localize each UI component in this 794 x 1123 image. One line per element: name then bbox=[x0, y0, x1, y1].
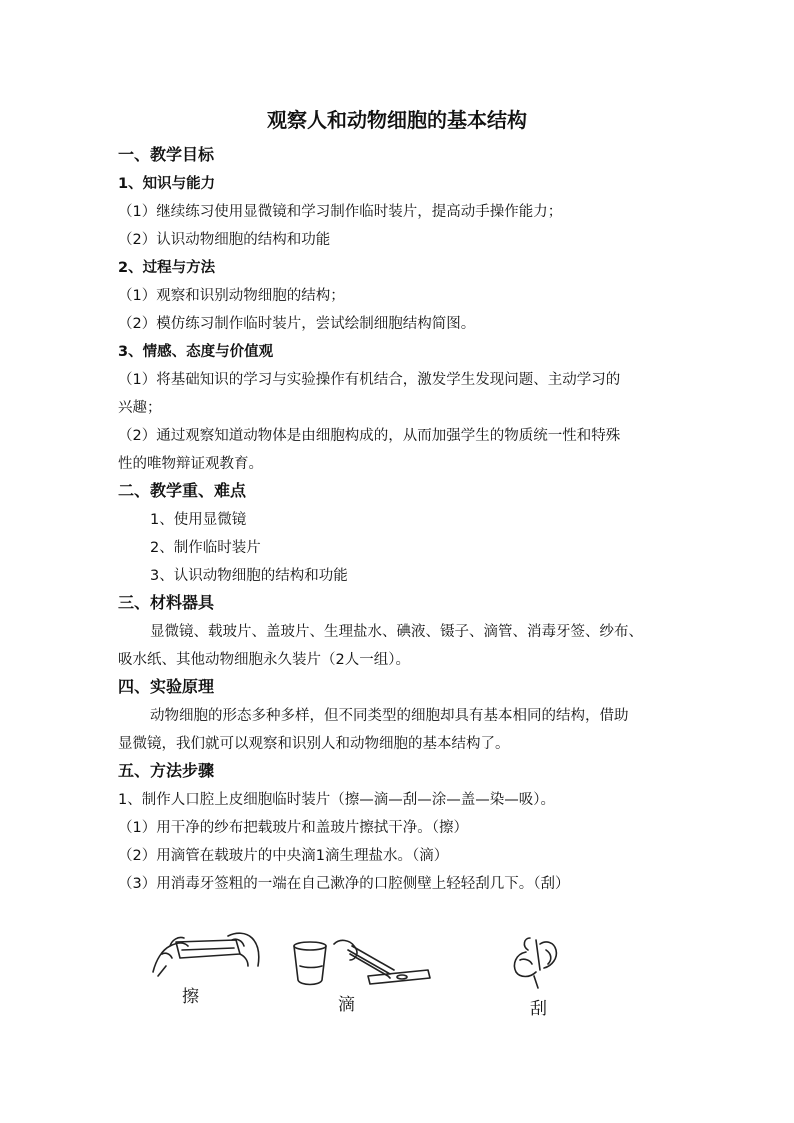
step-line: （1）用干净的纱布把载玻片和盖玻片擦拭干净。（擦） bbox=[118, 820, 468, 836]
objective-line: （1）继续练习使用显微镜和学习制作临时装片，提高动手操作能力； bbox=[118, 204, 563, 220]
figure-label-drop: 滴 bbox=[338, 995, 355, 1015]
scraping-cheek-illustration bbox=[500, 930, 580, 992]
objective-line: （2）认识动物细胞的结构和功能 bbox=[118, 232, 331, 248]
principle-text-continued: 显微镜，我们就可以观察和识别人和动物细胞的基本结构了。 bbox=[118, 736, 510, 752]
materials-text-continued: 吸水纸、其他动物细胞永久装片（2人一组）。 bbox=[118, 652, 410, 668]
objective-line: （2）模仿练习制作临时装片，尝试绘制细胞结构简图。 bbox=[118, 316, 476, 332]
section-heading-steps: 五、方法步骤 bbox=[118, 761, 215, 780]
objective-line: （1）将基础知识的学习与实验操作有机结合，激发学生发现问题、主动学习的 bbox=[118, 372, 621, 388]
figure-label-wipe: 擦 bbox=[182, 987, 199, 1007]
subheading-attitude: 3、情感、态度与价值观 bbox=[118, 344, 274, 360]
key-point-item: 3、认识动物细胞的结构和功能 bbox=[150, 568, 348, 584]
step-line: （3）用消毒牙签粗的一端在自己漱净的口腔侧壁上轻轻刮几下。（刮） bbox=[118, 876, 570, 892]
figure-label-scrape: 刮 bbox=[530, 999, 547, 1019]
subheading-knowledge: 1、知识与能力 bbox=[118, 176, 216, 192]
document-title: 观察人和动物细胞的基本结构 bbox=[267, 108, 527, 132]
step-line: （2）用滴管在载玻片的中央滴1滴生理盐水。（滴） bbox=[118, 848, 449, 864]
principle-text: 动物细胞的形态多种多样，但不同类型的细胞却具有基本相同的结构，借助 bbox=[150, 708, 629, 724]
wiping-slide-illustration bbox=[148, 920, 268, 982]
objective-line: （2）通过观察知道动物体是由细胞构成的，从而加强学生的物质统一性和特殊 bbox=[118, 428, 621, 444]
section-heading-materials: 三、材料器具 bbox=[118, 593, 215, 612]
objective-line-continued: 兴趣； bbox=[118, 400, 162, 416]
key-point-item: 1、使用显微镜 bbox=[150, 512, 247, 528]
section-heading-key-points: 二、教学重、难点 bbox=[118, 481, 247, 500]
materials-text: 显微镜、载玻片、盖玻片、生理盐水、碘液、镊子、滴管、消毒牙签、纱布、 bbox=[150, 624, 643, 640]
dropping-saline-illustration bbox=[290, 932, 440, 992]
objective-line: （1）观察和识别动物细胞的结构； bbox=[118, 288, 345, 304]
step-line: 1、制作人口腔上皮细胞临时装片（擦—滴—刮—涂—盖—染—吸）。 bbox=[118, 792, 555, 808]
subheading-process: 2、过程与方法 bbox=[118, 260, 216, 276]
section-heading-objectives: 一、教学目标 bbox=[118, 145, 215, 164]
section-heading-principle: 四、实验原理 bbox=[118, 677, 215, 696]
objective-line-continued: 性的唯物辩证观教育。 bbox=[118, 456, 263, 472]
key-point-item: 2、制作临时装片 bbox=[150, 540, 261, 556]
